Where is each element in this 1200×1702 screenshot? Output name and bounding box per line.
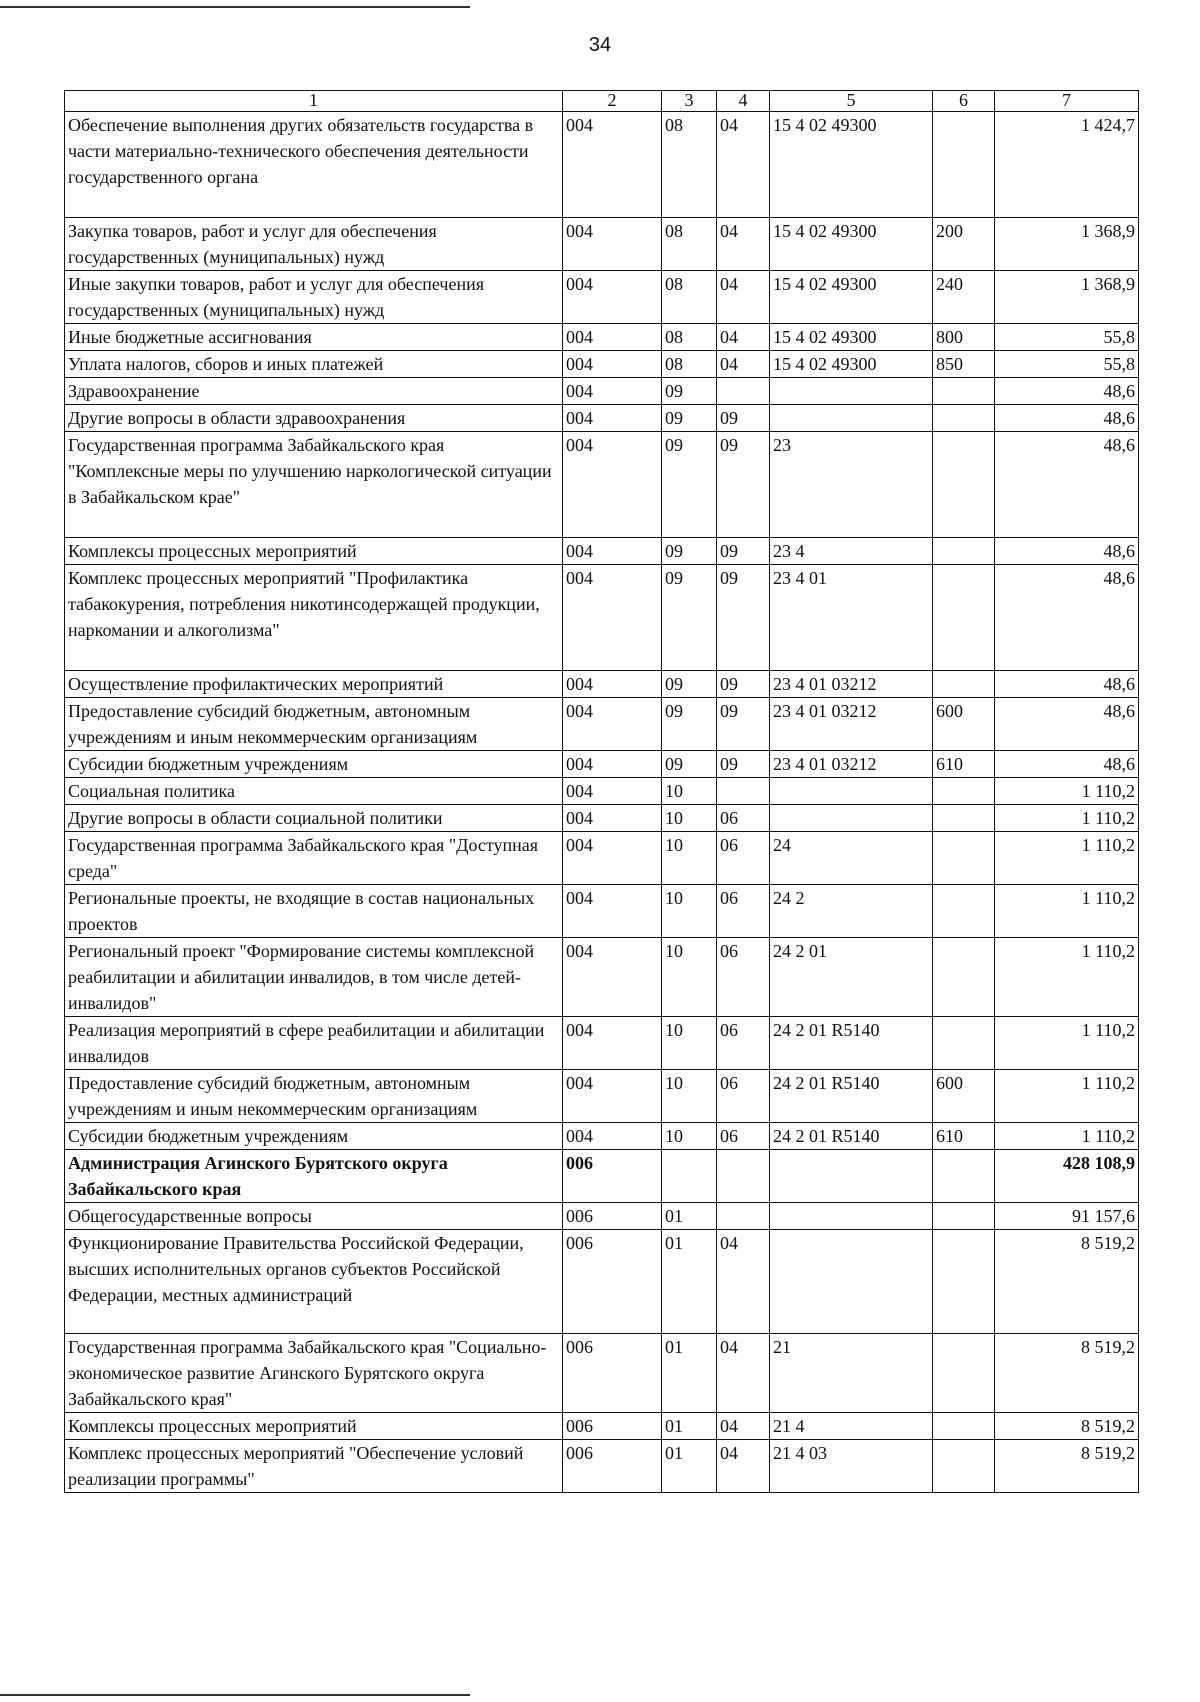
cell-section: 09 [662,671,717,698]
row-name: Государственная программа Забайкальского края "Социально-экономическое развитие Агинского Бурятского округа Забайкальского края" [65,1334,563,1413]
row-name: Другие вопросы в области социальной политики [65,805,563,832]
row-name: Другие вопросы в области здравоохранения [65,405,563,432]
table-row [65,751,1139,778]
cell-target-article: 24 2 01 R5140 [770,1070,933,1123]
table-row [65,565,1139,671]
cell-amount: 91 157,6 [995,1203,1139,1230]
cell-subsection [717,778,770,805]
column-header: 6 [933,91,995,112]
cell-subsection: 09 [717,698,770,751]
cell-section: 01 [662,1413,717,1440]
cell-target-article [770,378,933,405]
cell-expense-type [933,885,995,938]
cell-section: 10 [662,1123,717,1150]
cell-admin-code: 004 [563,671,662,698]
cell-admin-code: 004 [563,351,662,378]
cell-subsection: 06 [717,1123,770,1150]
cell-section: 10 [662,778,717,805]
cell-admin-code: 006 [563,1150,662,1203]
row-name: Уплата налогов, сборов и иных платежей [65,351,563,378]
table-row [65,698,1139,751]
cell-amount: 1 110,2 [995,778,1139,805]
cell-section: 10 [662,885,717,938]
cell-admin-code: 004 [563,751,662,778]
cell-subsection: 06 [717,805,770,832]
table-row [65,405,1139,432]
cell-target-article: 21 4 03 [770,1440,933,1493]
cell-amount: 1 110,2 [995,938,1139,1017]
cell-subsection: 04 [717,1334,770,1413]
cell-section: 10 [662,805,717,832]
cell-subsection [717,378,770,405]
cell-target-article: 24 2 [770,885,933,938]
cell-section: 01 [662,1440,717,1493]
cell-section: 08 [662,112,717,218]
row-name: Реализация мероприятий в сфере реабилитации и абилитации инвалидов [65,1017,563,1070]
cell-amount: 48,6 [995,751,1139,778]
cell-target-article: 24 [770,832,933,885]
scan-edge-line-bottom [0,1694,470,1696]
cell-expense-type [933,1017,995,1070]
cell-target-article: 24 2 01 R5140 [770,1123,933,1150]
page-number: 34 [588,34,612,56]
cell-section [662,1150,717,1203]
cell-expense-type [933,405,995,432]
table-row [65,324,1139,351]
row-name: Региональные проекты, не входящие в состав национальных проектов [65,885,563,938]
cell-amount: 1 368,9 [995,271,1139,324]
cell-expense-type [933,565,995,671]
table-row [65,885,1139,938]
cell-section: 01 [662,1334,717,1413]
cell-expense-type [933,1150,995,1203]
table-body [65,112,1139,1493]
cell-expense-type [933,1413,995,1440]
cell-target-article: 23 4 01 03212 [770,698,933,751]
cell-admin-code: 004 [563,1017,662,1070]
cell-target-article [770,405,933,432]
cell-amount: 48,6 [995,565,1139,671]
cell-expense-type: 600 [933,698,995,751]
cell-admin-code: 004 [563,885,662,938]
cell-subsection: 06 [717,1070,770,1123]
cell-section: 10 [662,832,717,885]
cell-subsection: 04 [717,1440,770,1493]
cell-admin-code: 004 [563,805,662,832]
cell-subsection: 09 [717,751,770,778]
cell-subsection: 04 [717,324,770,351]
table-row [65,1150,1139,1203]
cell-section: 09 [662,405,717,432]
row-name: Администрация Агинского Бурятского округа Забайкальского края [65,1150,563,1203]
cell-admin-code: 004 [563,378,662,405]
cell-section: 08 [662,218,717,271]
cell-admin-code: 006 [563,1440,662,1493]
cell-target-article: 24 2 01 [770,938,933,1017]
row-name: Субсидии бюджетным учреждениям [65,1123,563,1150]
cell-subsection: 04 [717,1413,770,1440]
cell-amount: 48,6 [995,378,1139,405]
cell-subsection: 09 [717,671,770,698]
row-name: Государственная программа Забайкальского края "Доступная среда" [65,832,563,885]
cell-admin-code: 004 [563,218,662,271]
cell-subsection [717,1203,770,1230]
cell-amount: 1 368,9 [995,218,1139,271]
cell-section: 09 [662,751,717,778]
table-row [65,778,1139,805]
cell-target-article [770,805,933,832]
cell-target-article: 23 [770,432,933,538]
cell-amount: 48,6 [995,538,1139,565]
cell-amount: 55,8 [995,324,1139,351]
cell-expense-type [933,832,995,885]
cell-subsection: 04 [717,351,770,378]
table-row [65,938,1139,1017]
cell-admin-code: 006 [563,1203,662,1230]
row-name: Здравоохранение [65,378,563,405]
table-row [65,538,1139,565]
column-header: 1 [65,91,563,112]
cell-expense-type [933,432,995,538]
row-name: Комплекс процессных мероприятий "Обеспечение условий реализации программы" [65,1440,563,1493]
cell-target-article: 21 [770,1334,933,1413]
column-header: 3 [662,91,717,112]
cell-expense-type [933,112,995,218]
cell-target-article: 23 4 01 [770,565,933,671]
cell-expense-type [933,1334,995,1413]
cell-amount: 1 110,2 [995,832,1139,885]
cell-admin-code: 004 [563,778,662,805]
cell-target-article: 21 4 [770,1413,933,1440]
cell-admin-code: 004 [563,1070,662,1123]
cell-expense-type: 610 [933,1123,995,1150]
row-name: Социальная политика [65,778,563,805]
table-row [65,1230,1139,1334]
cell-admin-code: 004 [563,112,662,218]
cell-target-article: 24 2 01 R5140 [770,1017,933,1070]
cell-admin-code: 006 [563,1334,662,1413]
cell-target-article: 23 4 01 03212 [770,671,933,698]
cell-section: 01 [662,1230,717,1334]
cell-admin-code: 004 [563,832,662,885]
cell-target-article: 15 4 02 49300 [770,112,933,218]
table-row [65,432,1139,538]
cell-admin-code: 004 [563,271,662,324]
cell-amount: 1 110,2 [995,885,1139,938]
row-name: Комплексы процессных мероприятий [65,538,563,565]
cell-subsection: 06 [717,885,770,938]
cell-section: 09 [662,538,717,565]
cell-subsection: 09 [717,405,770,432]
cell-target-article: 15 4 02 49300 [770,324,933,351]
cell-amount: 428 108,9 [995,1150,1139,1203]
table-row [65,218,1139,271]
cell-section: 09 [662,698,717,751]
table-row [65,1017,1139,1070]
row-name: Функционирование Правительства Российской Федерации, высших исполнительных органов субъектов Российской Федерации, местных администраций [65,1230,563,1334]
cell-amount: 1 424,7 [995,112,1139,218]
cell-section: 08 [662,271,717,324]
column-header: 5 [770,91,933,112]
cell-section: 09 [662,378,717,405]
cell-expense-type [933,378,995,405]
cell-subsection [717,1150,770,1203]
row-name: Иные закупки товаров, работ и услуг для обеспечения государственных (муниципальных) нужд [65,271,563,324]
cell-amount: 8 519,2 [995,1413,1139,1440]
cell-amount: 8 519,2 [995,1440,1139,1493]
row-name: Комплексы процессных мероприятий [65,1413,563,1440]
cell-target-article: 23 4 [770,538,933,565]
table-row [65,1123,1139,1150]
cell-admin-code: 004 [563,565,662,671]
table-row [65,351,1139,378]
cell-admin-code: 006 [563,1230,662,1334]
budget-table [64,90,1139,1493]
cell-expense-type: 800 [933,324,995,351]
row-name: Осуществление профилактических мероприятий [65,671,563,698]
cell-subsection: 09 [717,565,770,671]
cell-amount: 48,6 [995,405,1139,432]
table-row [65,1440,1139,1493]
table-row [65,271,1139,324]
row-name: Государственная программа Забайкальского края "Комплексные меры по улучшению наркологической ситуации в Забайкальском крае" [65,432,563,538]
column-header: 4 [717,91,770,112]
cell-target-article [770,1230,933,1334]
cell-amount: 1 110,2 [995,1123,1139,1150]
cell-admin-code: 004 [563,324,662,351]
table-row [65,832,1139,885]
cell-expense-type [933,938,995,1017]
cell-subsection: 06 [717,938,770,1017]
cell-admin-code: 004 [563,1123,662,1150]
cell-expense-type: 200 [933,218,995,271]
cell-expense-type [933,1440,995,1493]
column-header: 7 [995,91,1139,112]
row-name: Обеспечение выполнения других обязательств государства в части материально-технического обеспечения деятельности государственного органа [65,112,563,218]
cell-subsection: 09 [717,432,770,538]
cell-admin-code: 004 [563,938,662,1017]
cell-section: 09 [662,565,717,671]
cell-amount: 8 519,2 [995,1230,1139,1334]
scan-edge-line-top [0,6,470,8]
table-row [65,671,1139,698]
cell-expense-type [933,805,995,832]
cell-expense-type [933,778,995,805]
cell-section: 10 [662,1070,717,1123]
cell-section: 08 [662,324,717,351]
cell-admin-code: 004 [563,405,662,432]
cell-expense-type [933,538,995,565]
cell-admin-code: 006 [563,1413,662,1440]
cell-section: 01 [662,1203,717,1230]
row-name: Региональный проект "Формирование системы комплексной реабилитации и абилитации инвалидов, в том числе детей-инвалидов" [65,938,563,1017]
cell-amount: 1 110,2 [995,1070,1139,1123]
cell-target-article: 23 4 01 03212 [770,751,933,778]
table-row [65,1203,1139,1230]
cell-subsection: 04 [717,1230,770,1334]
cell-admin-code: 004 [563,698,662,751]
cell-subsection: 04 [717,218,770,271]
cell-target-article: 15 4 02 49300 [770,351,933,378]
table-row [65,1334,1139,1413]
column-header: 2 [563,91,662,112]
cell-expense-type: 240 [933,271,995,324]
table-row [65,1070,1139,1123]
row-name: Предоставление субсидий бюджетным, автономным учреждениям и иным некоммерческим организациям [65,1070,563,1123]
cell-target-article [770,778,933,805]
cell-subsection: 06 [717,832,770,885]
cell-section: 08 [662,351,717,378]
cell-target-article: 15 4 02 49300 [770,271,933,324]
cell-amount: 48,6 [995,432,1139,538]
cell-target-article [770,1150,933,1203]
row-name: Предоставление субсидий бюджетным, автономным учреждениям и иным некоммерческим организациям [65,698,563,751]
cell-expense-type [933,671,995,698]
cell-expense-type: 610 [933,751,995,778]
cell-expense-type: 600 [933,1070,995,1123]
row-name: Комплекс процессных мероприятий "Профилактика табакокурения, потребления никотинсодержащей продукции, наркомании и алкоголизма" [65,565,563,671]
row-name: Иные бюджетные ассигнования [65,324,563,351]
row-name: Закупка товаров, работ и услуг для обеспечения государственных (муниципальных) нужд [65,218,563,271]
cell-expense-type: 850 [933,351,995,378]
cell-subsection: 04 [717,112,770,218]
cell-expense-type [933,1203,995,1230]
cell-subsection: 04 [717,271,770,324]
cell-section: 10 [662,1017,717,1070]
cell-amount: 1 110,2 [995,1017,1139,1070]
cell-target-article [770,1203,933,1230]
cell-subsection: 09 [717,538,770,565]
cell-admin-code: 004 [563,432,662,538]
table-row [65,1413,1139,1440]
cell-target-article: 15 4 02 49300 [770,218,933,271]
cell-amount: 55,8 [995,351,1139,378]
cell-amount: 8 519,2 [995,1334,1139,1413]
table-row [65,378,1139,405]
table-header-row [65,91,1139,112]
cell-expense-type [933,1230,995,1334]
cell-section: 09 [662,432,717,538]
row-name: Субсидии бюджетным учреждениям [65,751,563,778]
cell-subsection: 06 [717,1017,770,1070]
row-name: Общегосударственные вопросы [65,1203,563,1230]
cell-section: 10 [662,938,717,1017]
table-row [65,805,1139,832]
table-row [65,112,1139,218]
cell-amount: 48,6 [995,698,1139,751]
cell-admin-code: 004 [563,538,662,565]
cell-amount: 1 110,2 [995,805,1139,832]
cell-amount: 48,6 [995,671,1139,698]
